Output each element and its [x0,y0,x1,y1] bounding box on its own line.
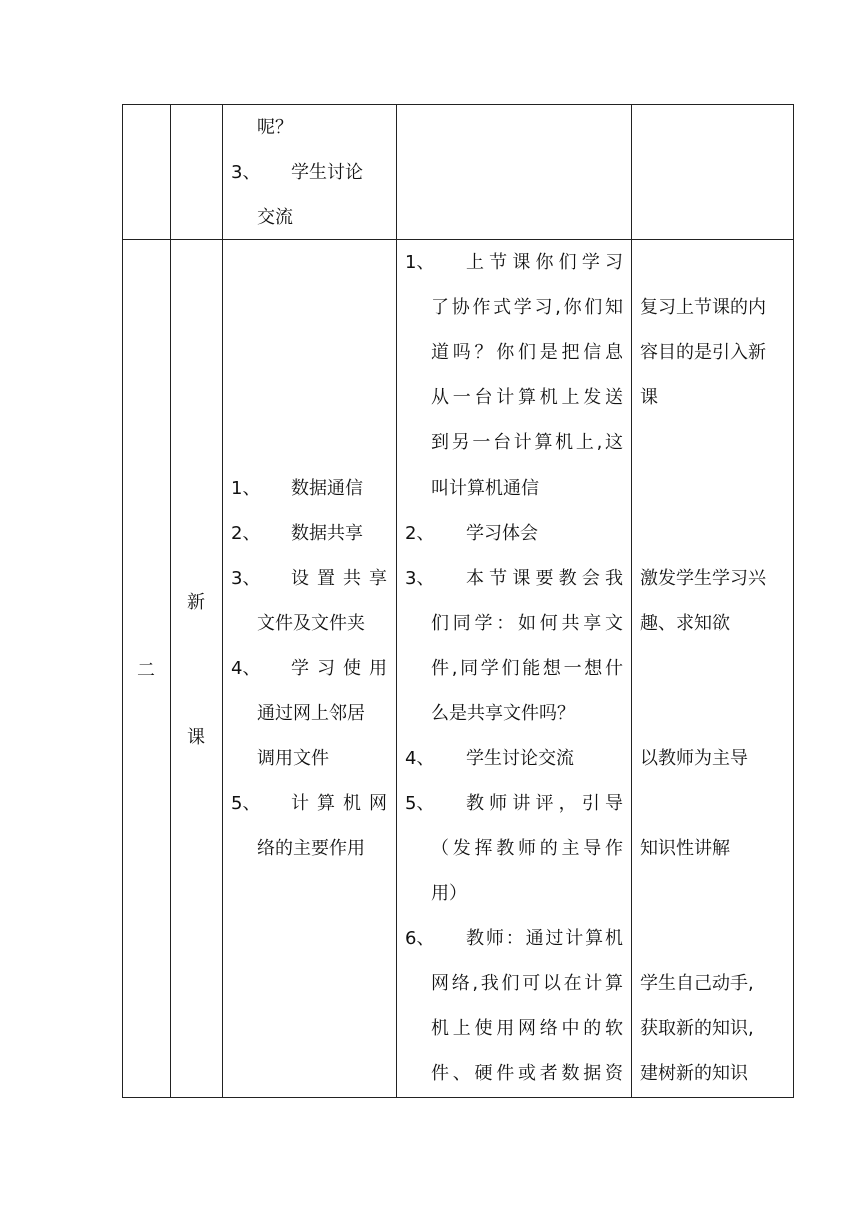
content-item-number: 1、 [231,478,261,499]
process-item-head: 教师讲评，引导 [466,793,623,814]
intent-line: 建树新的知识 [640,1063,748,1084]
process-item-line: 叫计算机通信 [431,478,539,499]
process-item-line: 件,同学们能想一想什 [431,658,623,679]
process-item-line: 从一台计算机上发送 [431,387,623,408]
content-item-text: 学习使用 [291,658,387,679]
table-right-border [793,104,794,1098]
content-item-number: 5、 [231,793,261,814]
process-item-head: 上节课你们学习 [466,252,623,273]
process-item-head: 教师：通过计算机 [466,928,623,949]
row1-col3-item-continuation: 交流 [257,207,293,228]
column-divider-4 [631,104,632,1098]
content-item-text: 数据通信 [291,478,363,499]
process-item-line: 网络,我们可以在计算 [431,973,623,994]
process-item-line: 到另一台计算机上,这 [431,432,623,453]
table-left-border [122,104,123,1098]
column-divider-3 [396,104,397,1098]
process-item-line: 道吗？你们是把信息 [431,342,623,363]
row1-col3-line1: 呢？ [257,117,293,138]
process-item-line: 机上使用网络中的软 [431,1018,623,1039]
content-item-continuation: 文件及文件夹 [257,613,365,634]
process-item-number: 5、 [405,793,435,814]
intent-line: 学生自己动手, [640,973,754,994]
content-item-continuation: 通过网上邻居 [257,703,365,724]
section-number: 二 [137,660,155,681]
intent-line: 课 [640,387,658,408]
column-divider-2 [222,104,223,1098]
intent-line: 复习上节课的内 [640,297,766,318]
content-item-number: 4、 [231,658,261,679]
row1-col3-item-number: 3、 [231,162,261,183]
process-item-head: 学习体会 [466,523,538,544]
process-item-line: 件、硬件或者数据资 [431,1063,623,1084]
intent-line: 获取新的知识, [640,1018,754,1039]
process-item-number: 3、 [405,568,435,589]
process-item-number: 6、 [405,928,435,949]
intent-line: 以教师为主导 [640,748,748,769]
content-item-text: 设置共享 [291,568,387,589]
content-item-number: 2、 [231,523,261,544]
process-item-line: 么是共享文件吗？ [431,703,575,724]
intent-line: 知识性讲解 [640,838,730,859]
content-item-continuation: 调用文件 [257,748,329,769]
process-item-number: 1、 [405,252,435,273]
content-item-continuation: 络的主要作用 [257,838,365,859]
process-item-number: 2、 [405,523,435,544]
phase-name-char-1: 新 [187,592,205,613]
process-item-line: 们同学：如何共享文 [431,613,623,634]
process-item-line: （发挥教师的主导作 [431,838,623,859]
process-item-head: 学生讨论交流 [466,748,574,769]
content-item-text: 计算机网 [291,793,387,814]
intent-line: 容目的是引入新 [640,342,766,363]
process-item-head: 本节课要教会我 [466,568,623,589]
intent-line: 趣、求知欲 [640,613,730,634]
content-item-text: 数据共享 [291,523,363,544]
process-item-line: 用） [431,883,467,904]
process-item-line: 了协作式学习,你们知 [431,297,623,318]
phase-name-char-2: 课 [187,727,205,748]
row1-col3-item-text: 学生讨论 [291,162,363,183]
intent-line: 激发学生学习兴 [640,568,766,589]
content-item-number: 3、 [231,568,261,589]
process-item-number: 4、 [405,748,435,769]
